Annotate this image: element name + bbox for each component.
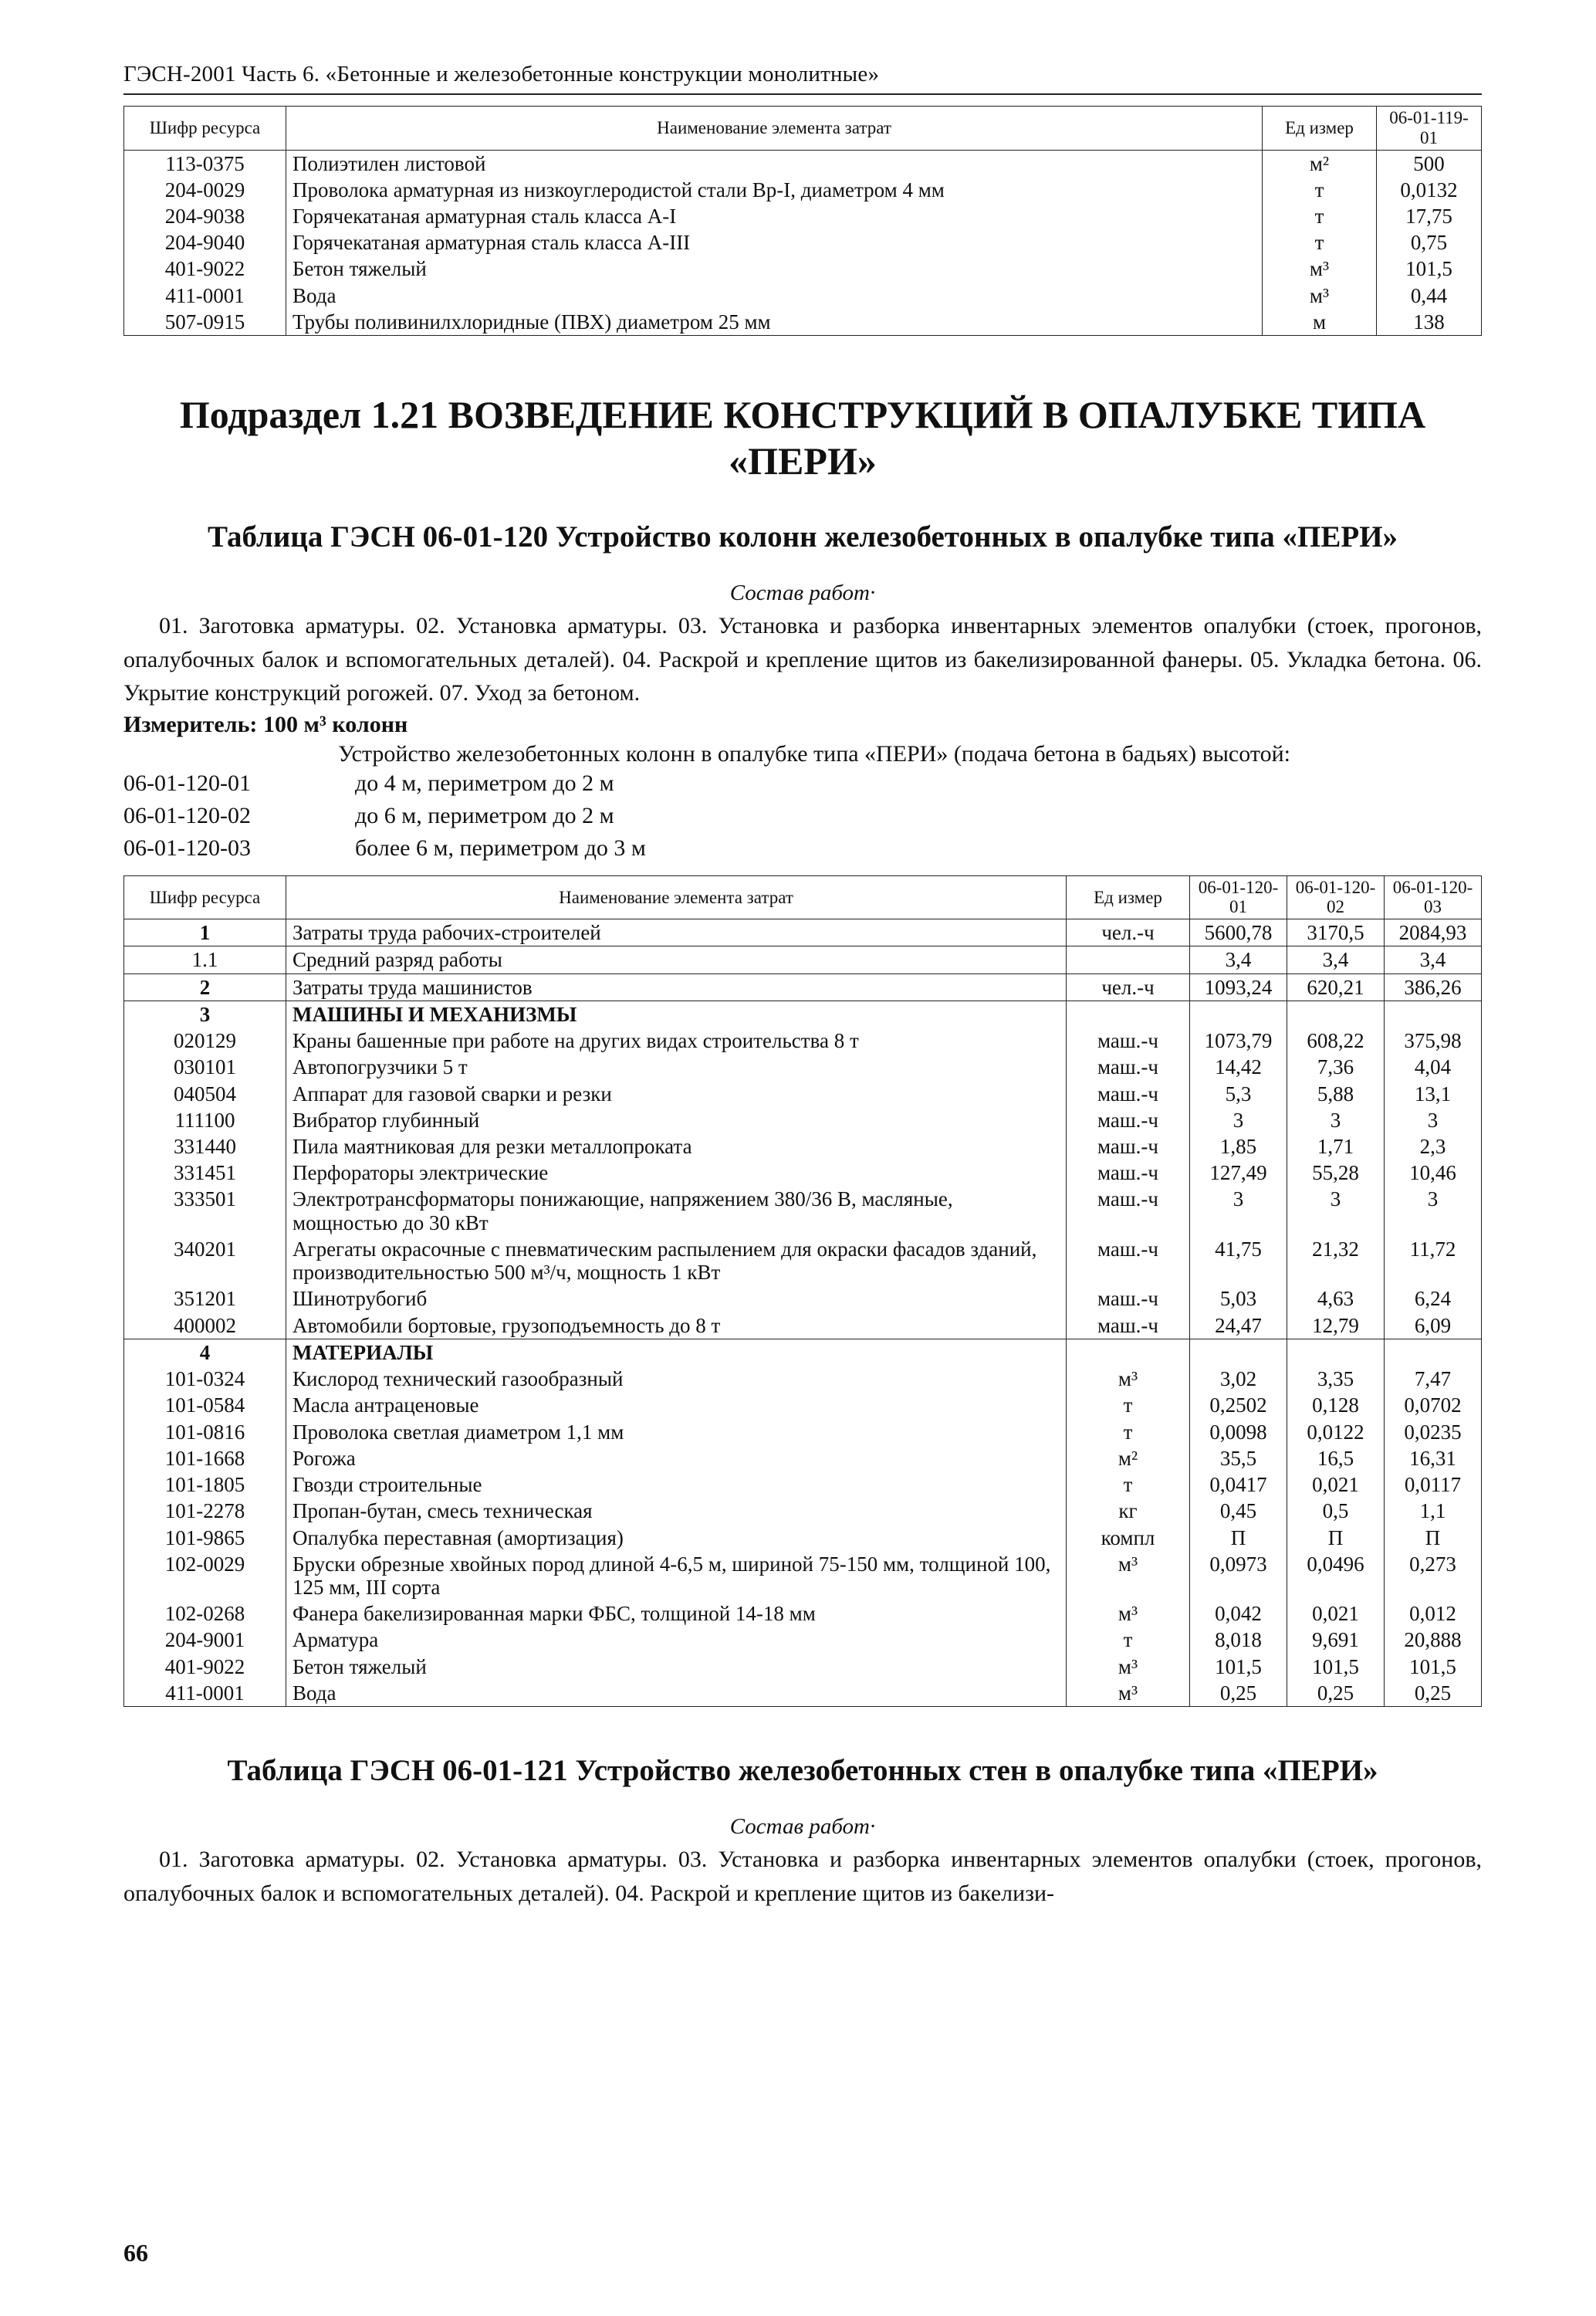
cell-code: 401-9022 — [124, 1654, 286, 1680]
cell-unit: маш.-ч — [1067, 1312, 1190, 1339]
cell-value-3: 10,46 — [1385, 1160, 1482, 1186]
measure — [123, 712, 1482, 738]
cell-code: 102-0029 — [124, 1551, 286, 1600]
cell-value-3: 3 — [1385, 1107, 1482, 1133]
cell-value: 101,5 — [1377, 256, 1482, 282]
table-121-title: Таблица ГЭСН 06-01-121 Устройство железобетонных стен в опалубке типа «ПЕРИ» — [227, 1754, 1378, 1788]
table-row — [124, 150, 1482, 177]
cell-value-1: 0,0098 — [1190, 1419, 1287, 1445]
cell-unit: м³ — [1067, 1600, 1190, 1627]
cell-code: 204-0029 — [124, 177, 286, 203]
cell-name: Автомобили бортовые, грузоподъемность до 8 т — [286, 1312, 1067, 1339]
table-row — [124, 1133, 1482, 1160]
table-row — [124, 1525, 1482, 1551]
cell-value-3: 3,4 — [1385, 946, 1482, 973]
cell-value: 138 — [1377, 309, 1482, 336]
cell-unit: маш.-ч — [1067, 1081, 1190, 1107]
cell-value-2: 0,0496 — [1287, 1551, 1385, 1600]
variant-text: до 6 м, периметром до 2 м — [355, 802, 614, 828]
cell-code: 411-0001 — [124, 1680, 286, 1707]
cell-value-3: 2,3 — [1385, 1133, 1482, 1160]
cell-code: 401-9022 — [124, 256, 286, 282]
cell-name: Арматура — [286, 1627, 1067, 1653]
cell-code: 204-9038 — [124, 203, 286, 229]
cell-code: 340201 — [124, 1236, 286, 1285]
table-row — [124, 1186, 1482, 1235]
variant-code: 06-01-120-01 — [123, 770, 251, 796]
cell-unit — [1067, 1339, 1190, 1366]
table-row — [124, 1001, 1482, 1028]
table-row — [124, 1551, 1482, 1600]
cell-value-2: 1,71 — [1287, 1133, 1385, 1160]
cell-value-3: 16,31 — [1385, 1445, 1482, 1471]
cell-value-3: 375,98 — [1385, 1028, 1482, 1054]
cell-value-1: 3,02 — [1190, 1366, 1287, 1392]
table-row — [124, 1419, 1482, 1445]
cell-code: 101-9865 — [124, 1525, 286, 1551]
cell-unit: м — [1263, 309, 1377, 336]
measure-label: Измеритель: — [123, 711, 258, 737]
cell-unit: маш.-ч — [1067, 1107, 1190, 1133]
cell-code: 351201 — [124, 1285, 286, 1312]
variant-text: более 6 м, периметром до 3 м — [355, 835, 646, 861]
cell-name: Вибратор глубинный — [286, 1107, 1067, 1133]
table-row — [124, 309, 1482, 336]
cell-value-2 — [1287, 1339, 1385, 1366]
table-row — [124, 1627, 1482, 1653]
cell-value-3: 0,0702 — [1385, 1392, 1482, 1418]
cell-value-2: 12,79 — [1287, 1312, 1385, 1339]
cell-name: Автопогрузчики 5 т — [286, 1054, 1067, 1080]
cell-code: 101-1668 — [124, 1445, 286, 1471]
cell-unit: т — [1263, 177, 1377, 203]
composition-title: Состав работ· — [729, 1814, 876, 1840]
variant-row — [123, 800, 1482, 832]
cell-unit: маш.-ч — [1067, 1028, 1190, 1054]
cell-value-1: 0,0973 — [1190, 1551, 1287, 1600]
cell-value-3: 7,47 — [1385, 1366, 1482, 1392]
cell-name: Бетон тяжелый — [286, 1654, 1067, 1680]
cell-code: 507-0915 — [124, 309, 286, 336]
cell-code: 101-2278 — [124, 1498, 286, 1524]
cell-value-2: 0,128 — [1287, 1392, 1385, 1418]
cell-value-2: 9,691 — [1287, 1627, 1385, 1653]
cell-unit: т — [1067, 1471, 1190, 1498]
column-header: 06-01-120-02 — [1287, 875, 1385, 919]
cell-value-3: П — [1385, 1525, 1482, 1551]
cell-value-1: 5,3 — [1190, 1081, 1287, 1107]
cell-value-3 — [1385, 1001, 1482, 1028]
cell-value-2: 101,5 — [1287, 1654, 1385, 1680]
cell-value-1: 1093,24 — [1190, 973, 1287, 1001]
cell-name: Рогожа — [286, 1445, 1067, 1471]
cell-unit: маш.-ч — [1067, 1186, 1190, 1235]
cell-unit: маш.-ч — [1067, 1285, 1190, 1312]
cell-value-3: 11,72 — [1385, 1236, 1482, 1285]
table-row — [124, 1236, 1482, 1285]
cell-name: Вода — [286, 1680, 1067, 1707]
cell-name: Вода — [286, 283, 1263, 309]
cell-name: Горячекатаная арматурная сталь класса А-III — [286, 229, 1263, 256]
cell-value-1: 3 — [1190, 1186, 1287, 1235]
cell-code: 411-0001 — [124, 283, 286, 309]
variants-header: Устройство железобетонных колонн в опалубке типа «ПЕРИ» (подача бетона в бадьях) высотой: — [338, 740, 1290, 767]
cell-name: Горячекатаная арматурная сталь класса А-I — [286, 203, 1263, 229]
cell-value-2: 7,36 — [1287, 1054, 1385, 1080]
cell-name: Масла антраценовые — [286, 1392, 1067, 1418]
cell-value-2: 0,021 — [1287, 1600, 1385, 1627]
cell-value: 0,0132 — [1377, 177, 1482, 203]
cell-unit: м³ — [1263, 283, 1377, 309]
cell-unit: маш.-ч — [1067, 1236, 1190, 1285]
cell-unit: компл — [1067, 1525, 1190, 1551]
cell-value-2: 5,88 — [1287, 1081, 1385, 1107]
cell-code: 1.1 — [124, 946, 286, 973]
cell-code: 102-0268 — [124, 1600, 286, 1627]
cell-value-3: 6,09 — [1385, 1312, 1482, 1339]
cell-value-2: 4,63 — [1287, 1285, 1385, 1312]
cell-value-1: 14,42 — [1190, 1054, 1287, 1080]
cell-value-3 — [1385, 1339, 1482, 1366]
cell-value-1: 0,2502 — [1190, 1392, 1287, 1418]
cell-value-2: 0,021 — [1287, 1471, 1385, 1498]
cell-unit: м³ — [1067, 1551, 1190, 1600]
cell-value-3: 6,24 — [1385, 1285, 1482, 1312]
table-120-title: Таблица ГЭСН 06-01-120 Устройство колонн железобетонных в опалубке типа «ПЕРИ» — [207, 520, 1398, 554]
table-row — [124, 1028, 1482, 1054]
cell-unit: маш.-ч — [1067, 1160, 1190, 1186]
column-header: 06-01-120-01 — [1190, 875, 1287, 919]
cell-name: МАТЕРИАЛЫ — [286, 1339, 1067, 1366]
cell-value-2: 3 — [1287, 1107, 1385, 1133]
table-row — [124, 256, 1482, 282]
cell-value-3: 0,0235 — [1385, 1419, 1482, 1445]
composition-text: 01. Заготовка арматуры. 02. Установка арматуры. 03. Установка и разборка инвентарных элементов опалубки (стоек, прогонов, опалубочных балок и вспомогательных деталей). 04. Раскрой и крепление щитов из бакелизи- — [123, 1847, 1482, 1906]
page-number: 66 — [123, 2239, 148, 2267]
cell-unit: кг — [1067, 1498, 1190, 1524]
table-120-body — [124, 919, 1482, 1707]
cell-value-1: 3,4 — [1190, 946, 1287, 973]
cell-unit — [1067, 1001, 1190, 1028]
cell-value-1: 5,03 — [1190, 1285, 1287, 1312]
cell-code: 331440 — [124, 1133, 286, 1160]
cell-code: 020129 — [124, 1028, 286, 1054]
cell-name: Бетон тяжелый — [286, 256, 1263, 282]
cell-code: 113-0375 — [124, 150, 286, 177]
cell-value-1: П — [1190, 1525, 1287, 1551]
table-row — [124, 1107, 1482, 1133]
table-row — [124, 1054, 1482, 1080]
variant-row — [123, 767, 1482, 800]
column-header: Ед измер — [1263, 107, 1377, 151]
cell-unit: чел.-ч — [1067, 973, 1190, 1001]
table-row — [124, 1392, 1482, 1418]
cell-value-2: 16,5 — [1287, 1445, 1385, 1471]
cell-value-2: 21,32 — [1287, 1236, 1385, 1285]
cell-name: Затраты труда машинистов — [286, 973, 1067, 1001]
table-row — [124, 1312, 1482, 1339]
cell-name: Краны башенные при работе на других видах строительства 8 т — [286, 1028, 1067, 1054]
cell-value-2: 608,22 — [1287, 1028, 1385, 1054]
cell-unit: м³ — [1067, 1366, 1190, 1392]
table-row — [124, 203, 1482, 229]
cell-value-2: П — [1287, 1525, 1385, 1551]
table-row — [124, 1498, 1482, 1524]
cell-unit: маш.-ч — [1067, 1054, 1190, 1080]
cell-value-1: 0,25 — [1190, 1680, 1287, 1707]
cell-value-1: 0,0417 — [1190, 1471, 1287, 1498]
cell-code: 111100 — [124, 1107, 286, 1133]
table-row — [124, 1339, 1482, 1366]
cell-value: 0,75 — [1377, 229, 1482, 256]
cell-name: Средний разряд работы — [286, 946, 1067, 973]
cell-code: 101-0324 — [124, 1366, 286, 1392]
cell-code: 400002 — [124, 1312, 286, 1339]
cell-unit — [1067, 946, 1190, 973]
cell-value-3: 1,1 — [1385, 1498, 1482, 1524]
cell-unit: м³ — [1067, 1680, 1190, 1707]
table-row — [124, 946, 1482, 973]
table-120 — [123, 875, 1482, 1708]
cell-value-3: 0,25 — [1385, 1680, 1482, 1707]
table-top-body — [124, 150, 1482, 336]
cell-name: МАШИНЫ И МЕХАНИЗМЫ — [286, 1001, 1067, 1028]
cell-value-3: 2084,93 — [1385, 919, 1482, 946]
cell-value-1: 8,018 — [1190, 1627, 1287, 1653]
cell-value: 17,75 — [1377, 203, 1482, 229]
document-page — [123, 62, 1482, 1910]
column-header: Наименование элемента затрат — [286, 875, 1067, 919]
table-row — [124, 1285, 1482, 1312]
cell-name: Электротрансформаторы понижающие, напряжением 380/36 В, масляные, мощностью до 30 кВт — [286, 1186, 1067, 1235]
cell-unit: м³ — [1263, 256, 1377, 282]
table-row — [124, 1445, 1482, 1471]
composition-title: Состав работ· — [729, 581, 876, 606]
cell-unit: т — [1067, 1392, 1190, 1418]
column-header: 06-01-120-03 — [1385, 875, 1482, 919]
column-header: Шифр ресурса — [124, 107, 286, 151]
cell-value-2: 3170,5 — [1287, 919, 1385, 946]
table-row — [124, 1471, 1482, 1498]
cell-value-1 — [1190, 1339, 1287, 1366]
cell-name: Шинотрубогиб — [286, 1285, 1067, 1312]
cell-unit: т — [1067, 1419, 1190, 1445]
cell-name: Проволока арматурная из низкоуглеродистой стали Вр-I, диаметром 4 мм — [286, 177, 1263, 203]
table-row — [124, 1680, 1482, 1707]
cell-value-1: 1,85 — [1190, 1133, 1287, 1160]
composition-text: 01. Заготовка арматуры. 02. Установка арматуры. 03. Установка и разборка инвентарных элементов опалубки (стоек, прогонов, опалубочных балок и вспомогательных деталей). 04. Раскрой и крепление щитов из бакелизированной фанеры. 05. Укладка бетона. 06. Укрытие конструкций рогожей. 07. Уход за бетоном. — [123, 613, 1482, 706]
cell-value-1: 0,042 — [1190, 1600, 1287, 1627]
column-header: 06-01-119-01 — [1377, 107, 1482, 151]
cell-value-1: 5600,78 — [1190, 919, 1287, 946]
column-header: Ед измер — [1067, 875, 1190, 919]
cell-code: 333501 — [124, 1186, 286, 1235]
cell-code: 204-9040 — [124, 229, 286, 256]
cell-value-1: 0,45 — [1190, 1498, 1287, 1524]
table-row — [124, 283, 1482, 309]
cell-value-1: 35,5 — [1190, 1445, 1287, 1471]
cell-value-1: 41,75 — [1190, 1236, 1287, 1285]
cell-name: Перфораторы электрические — [286, 1160, 1067, 1186]
cell-value: 500 — [1377, 150, 1482, 177]
cell-code: 3 — [124, 1001, 286, 1028]
cell-unit: т — [1263, 229, 1377, 256]
cell-name: Кислород технический газообразный — [286, 1366, 1067, 1392]
cell-code: 204-9001 — [124, 1627, 286, 1653]
cell-value-2: 620,21 — [1287, 973, 1385, 1001]
cell-unit: т — [1067, 1627, 1190, 1653]
cell-unit: м² — [1263, 150, 1377, 177]
cell-value-1: 1073,79 — [1190, 1028, 1287, 1054]
table-top-header — [124, 107, 1482, 151]
cell-name: Агрегаты окрасочные с пневматическим распылением для окраски фасадов зданий, производительностью 500 м³/ч, мощность 1 кВт — [286, 1236, 1067, 1285]
cell-value-2 — [1287, 1001, 1385, 1028]
cell-name: Проволока светлая диаметром 1,1 мм — [286, 1419, 1067, 1445]
cell-code: 030101 — [124, 1054, 286, 1080]
cell-name: Полиэтилен листовой — [286, 150, 1263, 177]
cell-value-3: 4,04 — [1385, 1054, 1482, 1080]
cell-value-2: 0,5 — [1287, 1498, 1385, 1524]
cell-value-2: 55,28 — [1287, 1160, 1385, 1186]
cell-value-2: 0,0122 — [1287, 1419, 1385, 1445]
cell-value-2: 3,4 — [1287, 946, 1385, 973]
column-header: Наименование элемента затрат — [286, 107, 1263, 151]
cell-unit: маш.-ч — [1067, 1133, 1190, 1160]
table-row — [124, 1600, 1482, 1627]
cell-name: Затраты труда рабочих-строителей — [286, 919, 1067, 946]
table-row — [124, 919, 1482, 946]
cell-code: 331451 — [124, 1160, 286, 1186]
column-header: Шифр ресурса — [124, 875, 286, 919]
section-title: Подраздел 1.21 ВОЗВЕДЕНИЕ КОНСТРУКЦИЙ В ОПАЛУБКЕ ТИПА «ПЕРИ» — [179, 393, 1426, 483]
cell-name: Трубы поливинилхлоридные (ПВХ) диаметром 25 мм — [286, 309, 1263, 336]
cell-value: 0,44 — [1377, 283, 1482, 309]
cell-value-3: 13,1 — [1385, 1081, 1482, 1107]
running-head: ГЭСН-2001 Часть 6. «Бетонные и железобетонные конструкции монолитные» — [123, 62, 1482, 95]
cell-name: Бруски обрезные хвойных пород длиной 4-6,5 м, шириной 75-150 мм, толщиной 100, 125 мм, III сорта — [286, 1551, 1067, 1600]
cell-value-1: 101,5 — [1190, 1654, 1287, 1680]
cell-value-3: 0,0117 — [1385, 1471, 1482, 1498]
cell-value-3: 20,888 — [1385, 1627, 1482, 1653]
cell-value-1: 3 — [1190, 1107, 1287, 1133]
cell-value-2: 3 — [1287, 1186, 1385, 1235]
table-row — [124, 229, 1482, 256]
variant-text: до 4 м, периметром до 2 м — [355, 770, 614, 796]
table-120-header — [124, 875, 1482, 919]
cell-value-3: 3 — [1385, 1186, 1482, 1235]
cell-name: Опалубка переставная (амортизация) — [286, 1525, 1067, 1551]
cell-value-2: 0,25 — [1287, 1680, 1385, 1707]
table-row — [124, 973, 1482, 1001]
cell-code: 1 — [124, 919, 286, 946]
table-row — [124, 1366, 1482, 1392]
cell-value-3: 0,273 — [1385, 1551, 1482, 1600]
cell-value-3: 386,26 — [1385, 973, 1482, 1001]
cell-value-2: 3,35 — [1287, 1366, 1385, 1392]
cell-unit: чел.-ч — [1067, 919, 1190, 946]
table-top — [123, 106, 1482, 336]
cell-value-3: 101,5 — [1385, 1654, 1482, 1680]
cell-code: 040504 — [124, 1081, 286, 1107]
cell-value-3: 0,012 — [1385, 1600, 1482, 1627]
table-row — [124, 1160, 1482, 1186]
cell-unit: т — [1263, 203, 1377, 229]
cell-unit: м² — [1067, 1445, 1190, 1471]
table-row — [124, 1081, 1482, 1107]
table-row — [124, 1654, 1482, 1680]
measure-value: 100 м³ колонн — [262, 711, 408, 737]
cell-code: 101-0816 — [124, 1419, 286, 1445]
variant-code: 06-01-120-02 — [123, 802, 251, 828]
cell-name: Гвозди строительные — [286, 1471, 1067, 1498]
variant-row — [123, 832, 1482, 865]
cell-value-1: 127,49 — [1190, 1160, 1287, 1186]
cell-name: Аппарат для газовой сварки и резки — [286, 1081, 1067, 1107]
variant-code: 06-01-120-03 — [123, 835, 251, 861]
cell-name: Пила маятниковая для резки металлопроката — [286, 1133, 1067, 1160]
cell-value-1: 24,47 — [1190, 1312, 1287, 1339]
table-row — [124, 177, 1482, 203]
cell-value-1 — [1190, 1001, 1287, 1028]
cell-name: Фанера бакелизированная марки ФБС, толщиной 14-18 мм — [286, 1600, 1067, 1627]
cell-code: 101-0584 — [124, 1392, 286, 1418]
cell-code: 101-1805 — [124, 1471, 286, 1498]
cell-unit: м³ — [1067, 1654, 1190, 1680]
cell-code: 4 — [124, 1339, 286, 1366]
cell-code: 2 — [124, 973, 286, 1001]
cell-name: Пропан-бутан, смесь техническая — [286, 1498, 1067, 1524]
